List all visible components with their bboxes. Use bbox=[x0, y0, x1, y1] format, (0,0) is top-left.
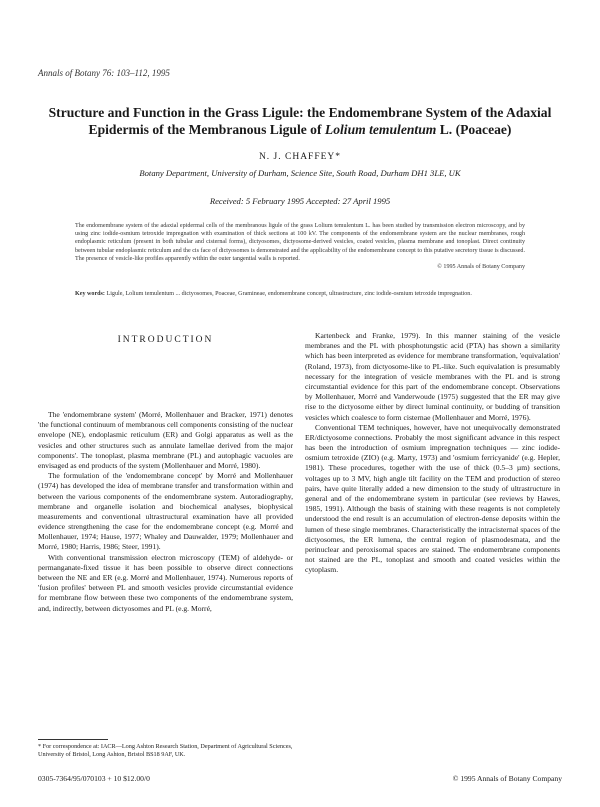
author-name: N. J. CHAFFEY* bbox=[258, 152, 342, 162]
title-main: Structure and Function in the Grass Ligule: the Endomembrane System of the Adaxial Epidermis of the Membranous Ligule of bbox=[48, 105, 552, 137]
title-suffix: L. (Poaceae) bbox=[436, 122, 512, 137]
abstract bbox=[75, 222, 525, 271]
intro-paragraph: Conventional TEM techniques, however, have not unequivocally demonstrated ER/dictyosome connections. Probably the most significant advance in this respect has been the introduction of osmium impregnation techniques — zinc iodide-osmium tetroxide (ZIO) (e.g. Marty, 1973) and 'osmium ferricyanide' (e.g. Hepler, 1981). These procedures, together with the use of thick (0.5–3 µm) sections, voltages up to 3 MV, high angle tilt facility on the TEM and production of stereo pairs, have quite literally added a new dimension to the study of ultrastructure in general and of the endomembrane system in particular (see reviews by Hawes, 1985, 1991). Although the basis of staining with these reagents is not completely understood the end result is an accumulation of electron-dense deposits within the lumen of these single membranes. Characteristically the intracisternal spaces of the dictyosomes, the ER lumena, the central region of plasmodesmata, and the perinuclear and peroxisomal spaces are stained. The endomembrane components not stained are the PL, tonoplast and smooth and coated vesicles within the cytoplasm. bbox=[305, 422, 560, 575]
keywords-label: Key words: bbox=[75, 291, 105, 297]
section-heading-introduction: INTRODUCTION bbox=[117, 335, 214, 345]
author-affiliation: Botany Department, University of Durham, Science Site, South Road, Durham DH1 3LE, UK bbox=[139, 168, 461, 178]
intro-paragraph: The 'endomembrane system' (Morré, Mollenhauer and Bracker, 1971) denotes 'the functional continuum of membranous cell components consisting of the nuclear envelope (NE), endoplasmic reticulum (ER) and Golgi apparatus as well as the vesicles and other structures such as annulate lamellae derived from the major components'. The tonoplast, plasma membrane (PL) and autophagic vacuoles are envisaged as end products of the system (Mollenhauer and Morré, 1980). bbox=[38, 410, 293, 470]
left-column bbox=[38, 410, 293, 614]
received-accepted-dates: Received: 5 February 1995 Accepted: 27 April 1995 bbox=[209, 196, 391, 206]
intro-paragraph: With conventional transmission electron microscopy (TEM) of aldehyde- or permanganate-fixed tissue it has been possible to observe direct connections between the NE and ER (e.g. Morré and Mollenhauer, 1974). Numerous reports of 'fusion profiles' between PL and smooth vesicles provide circumstantial evidence for membrane flow between these two components of the endomembrane system, and, indirectly, between dictyosomes and PL (e.g. Morré, bbox=[38, 552, 293, 613]
paper-title bbox=[40, 104, 560, 138]
keywords-text: Ligule, Lolium temulentum ... dictyosomes, Poaceae, Gramineae, endomembrane concept, ultrastructure, zinc iodide-osmium tetroxide impregnation. bbox=[106, 291, 472, 297]
abstract-text: The endomembrane system of the adaxial epidermal cells of the membranous ligule of the grass Lolium temulentum L. has been studied by transmission electron microscopy, and by using zinc iodide-osmium tetroxide impregnation with examination of thick sections at 100 kV. The components of the endomembrane system are the nuclear membranes, rough endoplasmic reticulum (present in both tubular and cisternal forms), dictyosomes, dictyosome-derived vesicles, coated vesicles, plasma membrane and tonoplast. Direct continuity between tubular endoplasmic reticulum and the cis face of dictyosomes is demonstrated and the applicability of the endomembrane concept to this putative secretory tissue is discussed. The presence of vesicle-like profiles apparently within the outer tangential walls is reported. bbox=[75, 223, 525, 262]
intro-paragraph: Kartenbeck and Franke, 1979). In this manner staining of the vesicle membranes and the PL with phosphotungstic acid (PTA) has shown a similarity which has been interpreted as evidence for membrane transformation, 'equivalation' (Roland, 1973), from dictyosome-like to PL-like. Such equivalation is presumably necessary for the integration of vesicle membranes with the PL and is strong circumstantial evidence for this part of the endomembrane concept. Observations by Mollenhauer, Morré and Vanderwoude (1975) suggested that the ER may give rise to the dictyosome either by direct luminal continuity, or budding of transition vesicles which coalesce to form cisternae (Mollenhauer and Morré, 1976). bbox=[305, 331, 560, 422]
issn-price-code: 0305-7364/95/070103 + 10 $12.00/0 bbox=[38, 774, 150, 783]
footnote-divider bbox=[38, 739, 108, 740]
right-column bbox=[305, 331, 560, 576]
abstract-copyright: © 1995 Annals of Botany Company bbox=[437, 264, 525, 271]
footer-copyright: © 1995 Annals of Botany Company bbox=[452, 774, 562, 783]
correspondence-footnote: * For correspondence at: IACR—Long Ashton Research Station, Department of Agricultural Sciences, University of Bristol, Long Ashton, Bristol BS18 9AF, UK. bbox=[38, 743, 293, 758]
journal-reference: Annals of Botany 76: 103–112, 1995 bbox=[38, 68, 170, 78]
keywords bbox=[75, 290, 525, 298]
intro-paragraph: The formulation of the 'endomembrane concept' by Morré and Mollenhauer (1974) has developed the idea of membrane transfer and transformation within and between the various components of the endomembrane system. Autoradiography, membrane and organelle isolation and biochemical analyses, biophysical measurements and conventional ultrastructural examination have all provided evidence strengthening the case for the endomembrane concept (e.g. Morré and Mollenhauer, 1974; Hause, 1977; Whaley and Dauwalder, 1979; Mollenhauer and Morré, 1980; Harris, 1986; Steer, 1991). bbox=[38, 471, 293, 552]
title-species: Lolium temulentum bbox=[324, 122, 437, 137]
